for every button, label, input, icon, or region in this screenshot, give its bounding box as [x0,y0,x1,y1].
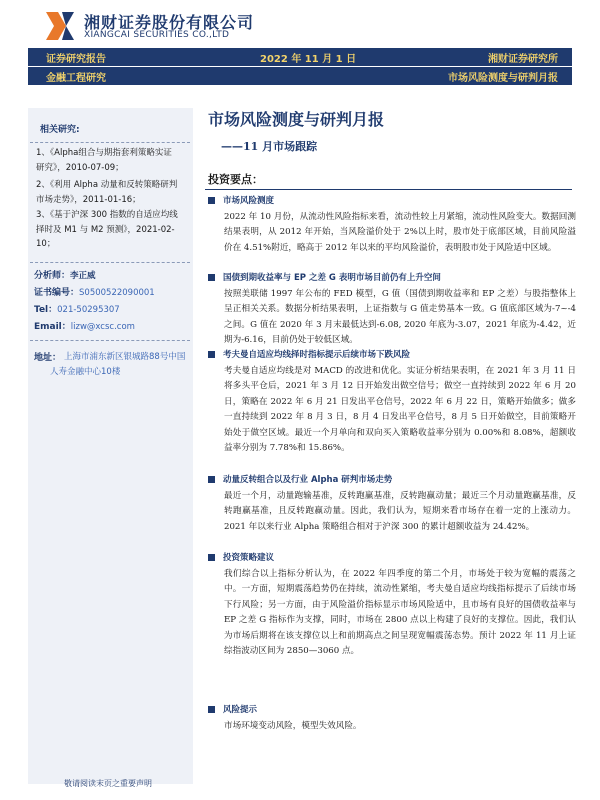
section-body: 按照美联储 1997 年公布的 FED 模型，G 值（国债到期收益率和 EP 之差）与股指整体上呈正相关关系。数据分析结果表明，上证指数与 G 值走势基本一致。G 值底部区域为-7~-4 之间。G 值在 2020 年 3 月末最低达到-6.08, 2020 年底为-3.07，2021 年底为-4.42，近期为-6.16，目前仍处于较低区域。 [224,289,576,346]
tel-label: Tel： [34,305,58,315]
bullet-square-icon [208,476,215,483]
bullet-square-icon [208,274,215,281]
company-logo-icon [44,10,76,42]
section-heading: 国债到期收益率与 EP 之差 G 表明市场目前仍有上升空间 [208,271,441,283]
email-link[interactable]: lizw@xcsc.com [70,322,135,332]
analyst-line [34,268,96,281]
related-item: 2、《利用 Alpha 动量和反转策略研判市场走势》，2011-01-16； [36,180,178,205]
section-heading: 风险提示 [208,703,257,715]
company-name-cn: 湘财证券股份有限公司 [84,13,255,32]
section-heading: 考夫曼自适应均线择时指标提示后续市场下跌风险 [208,348,410,360]
cert-number: S0500522090001 [79,288,155,298]
related-research-label: 相关研究: [40,125,80,135]
company-name-en: XIANGCAI SECURITIES CO.,LTD [84,30,230,40]
tel-line [34,302,120,315]
related-item: 1、《Alpha组合与期指套利策略实证研究》，2010-07-09； [36,148,172,173]
divider [30,142,190,143]
section-body: 市场环境变动风险，模型失效风险。 [224,721,362,731]
section-heading: 动量反转组合以及行业 Alpha 研判市场走势 [208,473,392,485]
cert-line [34,285,155,298]
header-bar-top [28,48,572,66]
key-points-rule [205,189,572,190]
email-label: Email： [34,322,71,332]
section-body: 最近一个月，动量跑输基准，反转跑赢基准，反转跑赢动量；最近三个月动量跑赢基准，反转跑赢基准，且反转跑赢动量。因此，我们认为，短期来看市场存在着一定的上涨动力。2021 年以来行业 Alpha 策略组合相对于沪深 300 的累计超额收益为 24.42%。 [224,491,576,532]
report-category: 金融工程研究 [46,73,106,84]
divider [30,262,190,263]
tel-number: 021-50295307 [57,305,120,315]
email-line [34,319,135,332]
page-title: 市场风险测度与研判月报 [208,110,385,129]
address-text: 上海市浦东新区银城路88号中国人寿金融中心10楼 [50,352,186,377]
section-body: 2022 年 10 月份，从流动性风险指标来看，流动性较上月紧缩，流动性风险变大。数据回测结果表明，从 2012 年开始，当风险溢价处于 2%以上时，股市处于底部区域，目前风险溢价在 4.51%附近，略高于 2012 年以来的平均风险溢价，表明股市处于风险适中区域。 [224,212,576,253]
section-heading: 投资策略建议 [208,551,274,563]
section-body: 考夫曼自适应均线是对 MACD 的改进和优化。实证分析结果表明，在 2021 年 3 月 11 日将多头平仓后，2021 年 3 月 12 日开始发出做空信号；做空一直持续到 2022 年 6 月 20 日，策略在 2022 年 6 月 21 日发出平仓信号，2022 年 6 月 22 日，策略开始做多；做多一直持续到 2022 年 8 月 3 日，8 月 4 日发出平仓信号，8 月 5 日开始做空，目前策略开始处于做空区域。最近一个月单向和双向买入策略收益率分别为 0.00%和 8.08%，超额收益率分别为 7.78%和 15.86%。 [224,366,576,454]
related-item: 3、《基于沪深 300 指数的自适应均线择时及 M1 与 M2 预测》，2021-02-10； [36,210,178,249]
bullet-square-icon [208,197,215,204]
report-date: 2022 年 11 月 1 日 [260,54,357,65]
footer-disclaimer: 敬请阅读末页之重要声明 [64,779,152,788]
key-points-heading: 投资要点： [208,173,263,186]
section-body: 我们综合以上指标分析认为，在 2022 年四季度的第二个月，市场处于较为宽幅的震荡之中。一方面，短期震荡趋势仍在持续，流动性紧缩，考夫曼自适应均线指标提示了后续市场下行风险；另一方面，由于风险溢价指标显示市场风险适中，且市场有良好的国债收益率与 EP 之差 G 指标作为支撑，同时，市场在 2800 点以上构建了良好的支撑位。因此，我们认为市场后期将在该支撑位以上和前期高点之间呈现宽幅震荡态势。预计 2022 年 11 月上证综指波动区间为 2850—3060 点。 [224,569,576,657]
header-bar-bottom [28,67,572,85]
bullet-square-icon [208,351,215,358]
bullet-square-icon [208,706,215,713]
analyst-name: 李正威 [70,271,96,281]
section-heading: 市场风险测度 [208,194,274,206]
report-type: 证券研究报告 [46,54,106,65]
bullet-square-icon [208,554,215,561]
report-series: 市场风险测度与研判月报 [448,73,558,84]
address-label: 地址： [34,353,62,363]
page-subtitle: ——11 月市场跟踪 [221,140,318,153]
divider [30,340,190,341]
institute-name: 湘财证券研究所 [488,54,558,65]
cert-label: 证书编号： [34,288,80,298]
analyst-label: 分析师： [34,271,71,281]
